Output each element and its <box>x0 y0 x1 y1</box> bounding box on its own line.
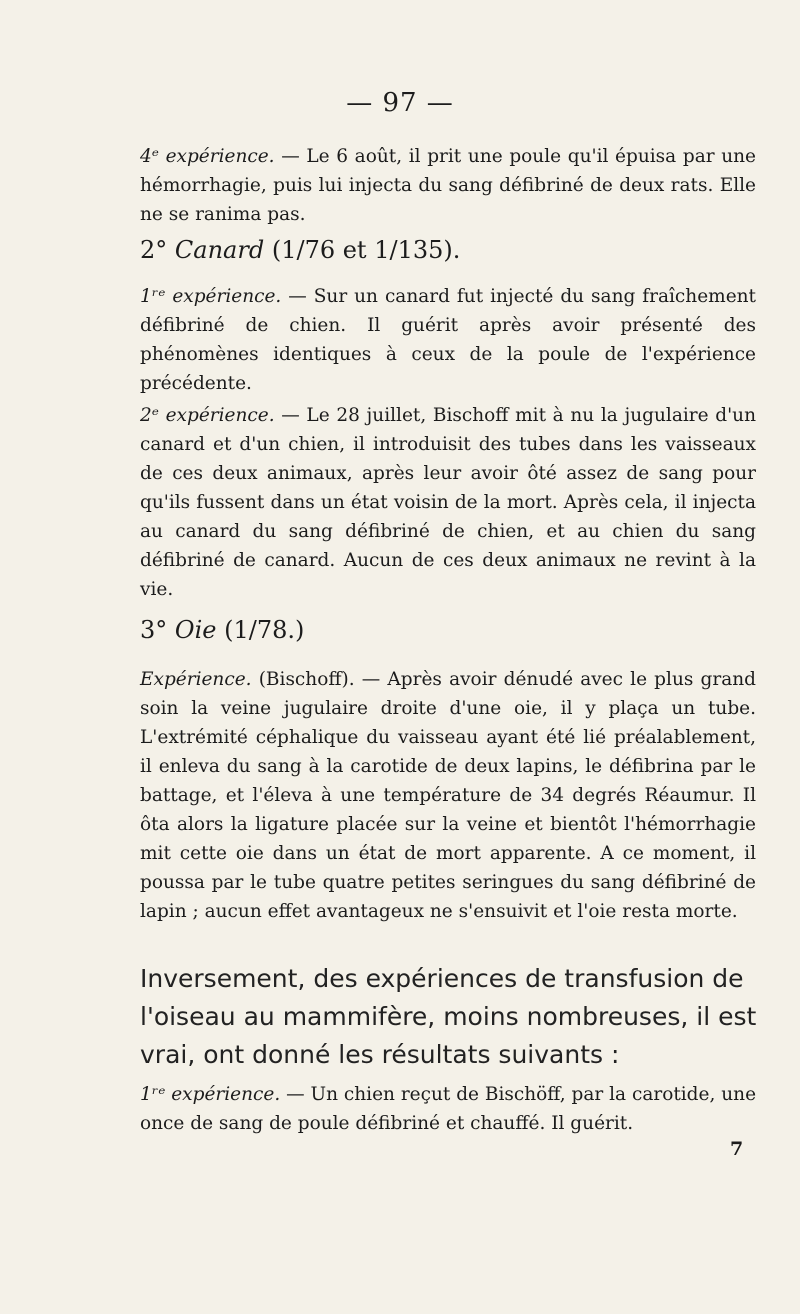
experiment-label: 2ᵉ expérience. <box>140 405 275 426</box>
paragraph-experience-oie <box>140 665 756 926</box>
paragraph-1re-experience-chien <box>140 1080 756 1138</box>
signature-mark: 7 <box>730 1138 744 1160</box>
section-intro-inversement: Inversement, des expériences de transfusion de l'oiseau au mammifère, moins nombreuses, il est vrai, ont donné les résultats suivants : <box>140 964 757 1069</box>
paragraph-text: (Bischoff). — Après avoir dénudé avec le plus grand soin la veine jugulaire droite d'une oie, il y plaça un tube. L'extrémité céphalique du vaisseau ayant été lié préalablement, il enleva du sang à la carotide de deux lapins, le défibrina par le battage, et l'éleva à une température de 34 degrés Réaumur. Il ôta alors la ligature placée sur la veine et bientôt l'hémorrhagie mit cette oie dans un état de mort apparente. A ce moment, il poussa par le tube quatre petites seringues du sang défibriné de lapin ; aucun effet avantageux ne s'ensuivit et l'oie resta morte. <box>140 669 756 922</box>
experiment-label: 1ʳᵉ expérience. <box>140 1084 281 1105</box>
experiment-label: 4ᵉ expérience. <box>140 146 275 167</box>
paragraph-text: — Sur un canard fut injecté du sang fraîchement défibriné de chien. Il guérit après avoir présenté des phénomènes identiques à ceux de la poule de l'expérience précédente. <box>140 286 756 394</box>
heading-number: 3° <box>140 616 168 644</box>
paragraph-4e-experience <box>140 142 756 229</box>
heading-ratio: (1/78.) <box>224 616 305 644</box>
paragraph-2e-experience-canard <box>140 401 756 604</box>
paragraph-1re-experience-canard <box>140 282 756 398</box>
page-number: — 97 — <box>346 88 454 118</box>
heading-name: Oie <box>174 616 217 644</box>
heading-number: 2° <box>140 236 168 264</box>
paragraph-text: — Le 28 juillet, Bischoff mit à nu la jugulaire d'un canard et d'un chien, il introduisit des tubes dans les vaisseaux de ces deux animaux, après leur avoir ôté assez de sang pour qu'ils fussent dans un état voisin de la mort. Après cela, il injecta au canard du sang défibriné de chien, et au chien du sang défibriné de canard. Aucun de ces deux animaux ne revint à la vie. <box>140 405 756 600</box>
heading-name: Canard <box>174 236 265 264</box>
experiment-label: Expérience. <box>140 669 252 690</box>
section-heading-oie <box>140 616 304 644</box>
paragraph-text: — Un chien reçut de Bischöff, par la carotide, une once de sang de poule défibriné et chauffé. Il guérit. <box>140 1084 757 1134</box>
section-heading-canard <box>140 236 460 264</box>
paragraph-text: — Le 6 août, il prit une poule qu'il épuisa par une hémorrhagie, puis lui injecta du sang défibriné de deux rats. Elle ne se ranima pas. <box>140 146 756 225</box>
experiment-label: 1ʳᵉ expérience. <box>140 286 282 307</box>
heading-ratio: (1/76 et 1/135). <box>271 236 461 264</box>
